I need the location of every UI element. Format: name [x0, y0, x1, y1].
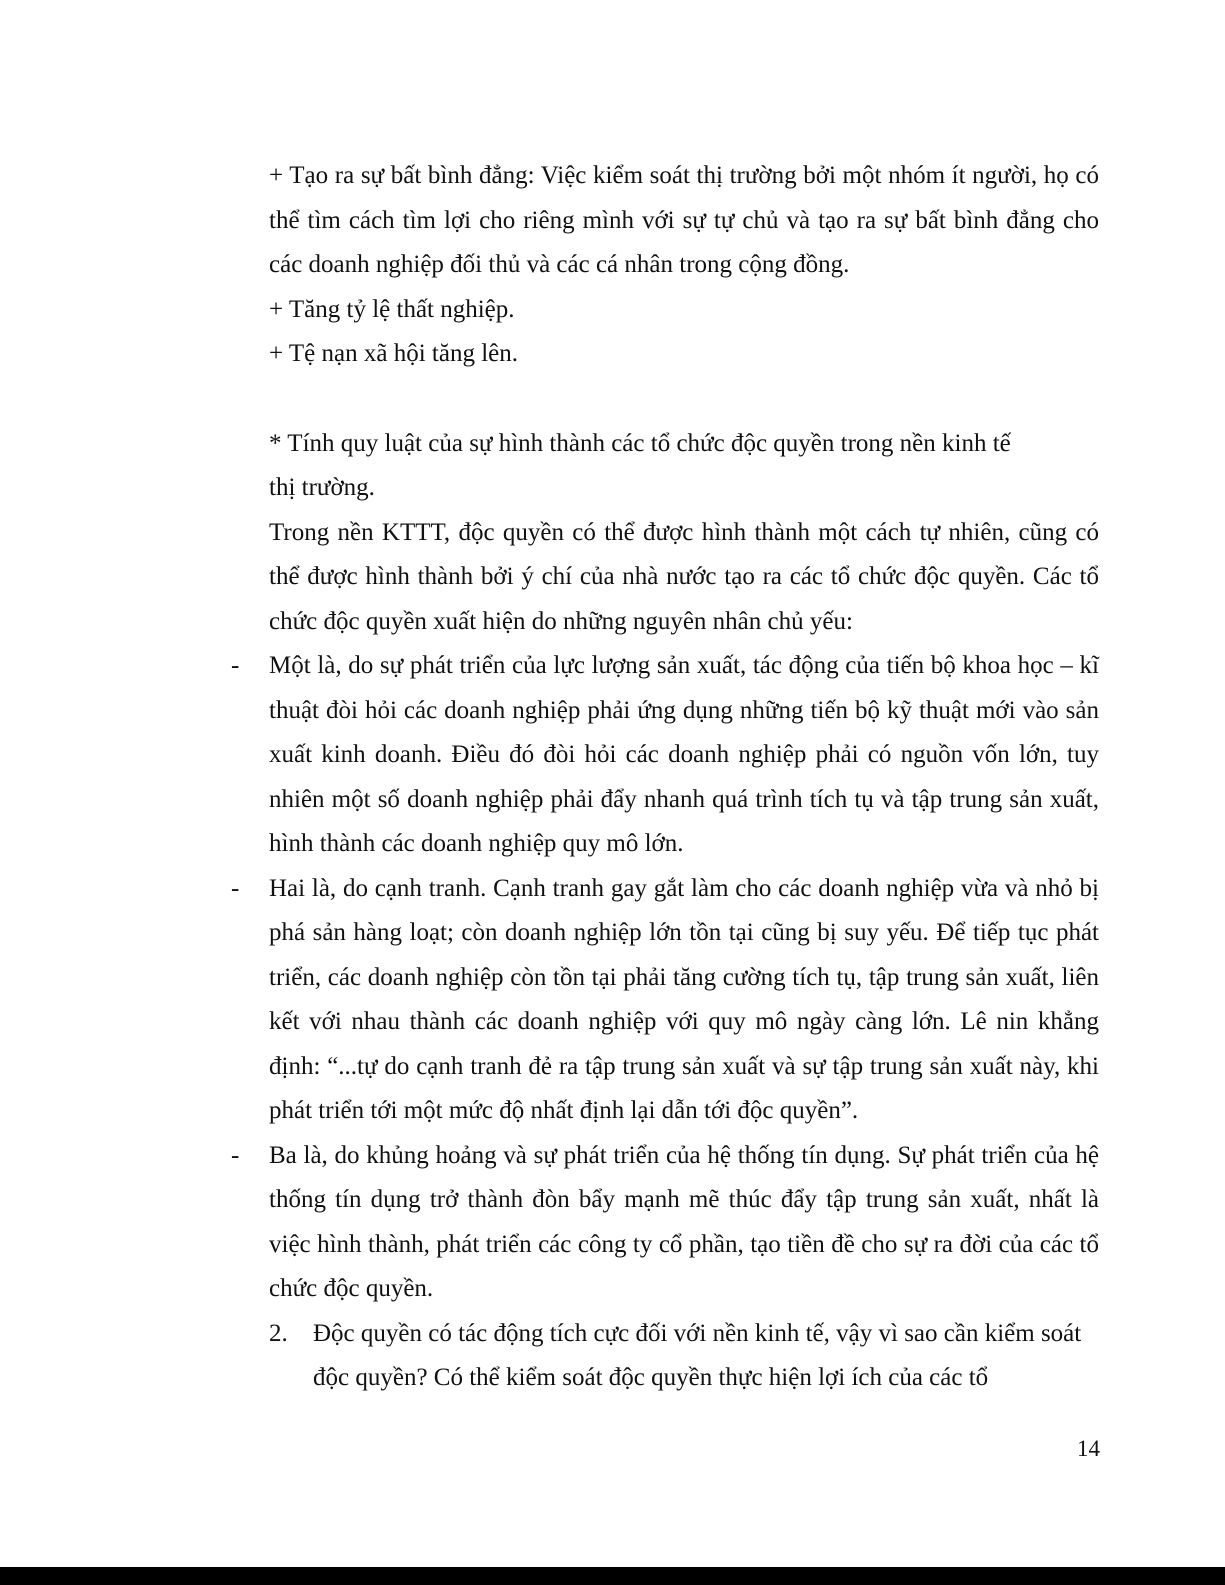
question-text: Độc quyền có tác động tích cực đối với nền kinh tế, vậy vì sao cần kiểm soát độc quyền? Có thể kiểm soát độc quyền thực hiện lợi ích của các tổ — [313, 1319, 1082, 1391]
paragraph-social-evils: + Tệ nạn xã hội tăng lên. — [269, 340, 518, 367]
page-body — [231, 154, 1099, 1401]
bullet-text: Hai là, do cạnh tranh. Cạnh tranh gay gắt làm cho các doanh nghiệp vừa và nhỏ bị phá sản hàng loạt; còn doanh nghiệp lớn tồn tại cũng bị suy yếu. Để tiếp tục phát triển, các doanh nghiệp còn tồn tại phải tăng cường tích tụ, tập trung sản xuất, liên kết với nhau thành các doanh nghiệp với quy mô ngày càng lớn. Lê nin khẳng định: “...tự do cạnh tranh đẻ ra tập trung sản xuất và sự tập trung sản xuất này, khi phát triển tới một mức độ nhất định lại dẫn tới độc quyền”. — [269, 874, 1099, 1124]
bullet-item-1 — [231, 644, 1099, 867]
bullet-text: Ba là, do khủng hoảng và sự phát triển của hệ thống tín dụng. Sự phát triển của hệ thống tín dụng trở thành đòn bẩy mạnh mẽ thúc đẩy tập trung sản xuất, nhất là việc hình thành, phát triển các công ty cổ phần, tạo tiền đề cho sự ra đời của các tổ chức độc quyền. — [269, 1141, 1099, 1302]
paragraph-unemployment: + Tăng tỷ lệ thất nghiệp. — [269, 295, 515, 323]
bullet-marker: - — [231, 1141, 240, 1169]
bullet-marker: - — [231, 874, 240, 902]
page-number: 14 — [1077, 1436, 1100, 1461]
numbered-question-2 — [269, 1312, 1099, 1401]
bullet-text: Một là, do sự phát triển của lực lượng sản xuất, tác động của tiến bộ khoa học – kĩ thuật đòi hỏi các doanh nghiệp phải ứng dụng những tiến bộ kỹ thuật mới vào sản xuất kinh doanh. Điều đó đòi hỏi các doanh nghiệp phải có nguồn vốn lớn, tuy nhiên một số doanh nghiệp phải đẩy nhanh quá trình tích tụ và tập trung sản xuất, hình thành các doanh nghiệp quy mô lớn. — [269, 652, 1099, 857]
bottom-border — [0, 1567, 1225, 1585]
question-number: 2. — [269, 1319, 288, 1347]
bullet-item-3 — [231, 1134, 1099, 1312]
paragraph-inequality: + Tạo ra sự bất bình đẳng: Việc kiểm soát thị trường bởi một nhóm ít người, họ có thể tìm cách tìm lợi cho riêng mình với sự tự chủ và tạo ra sự bất bình đẳng cho các doanh nghiệp đối thủ và các cá nhân trong cộng đồng. — [269, 162, 1099, 278]
section-heading-line-2: thị trường. — [269, 474, 375, 501]
paragraph-gap — [269, 377, 1099, 422]
bullet-item-2 — [231, 867, 1099, 1134]
section-heading-line-1: * Tính quy luật của sự hình thành các tổ chức độc quyền trong nền kinh tế — [269, 429, 1011, 457]
bullet-marker: - — [231, 652, 240, 679]
paragraph-intro-causes: Trong nền KTTT, độc quyền có thể được hình thành một cách tự nhiên, cũng có thể được hình thành bởi ý chí của nhà nước tạo ra các tổ chức độc quyền. Các tổ chức độc quyền xuất hiện do những nguyên nhân chủ yếu: — [269, 518, 1099, 635]
